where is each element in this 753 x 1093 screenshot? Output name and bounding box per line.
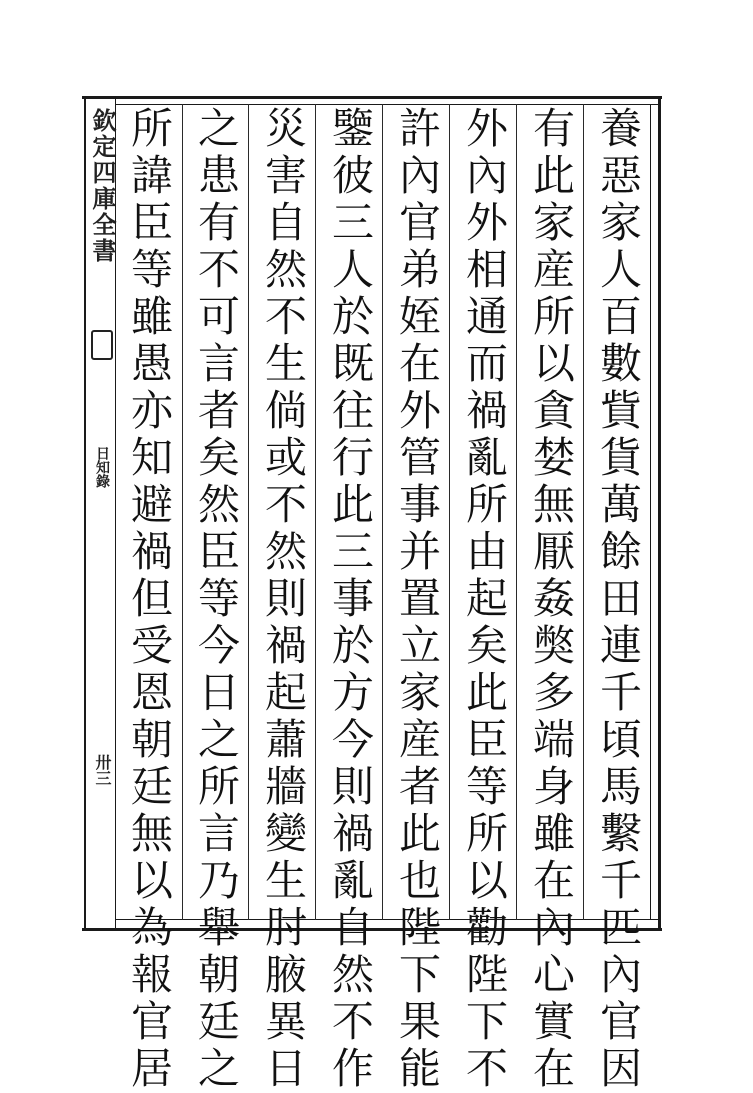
text-column-5: 鑒彼三人於既往行此三事於方今則禍亂自然不作: [326, 106, 375, 1093]
column-divider: [315, 104, 316, 920]
text-column-3: 外內外相通而禍亂所由起矣此臣等所以勸陛下不: [460, 106, 509, 1093]
text-column-8: 所諱臣等雖愚亦知避禍但受恩朝廷無以為報官居: [125, 106, 174, 1093]
text-column-4: 許內官弟姪在外管事并置立家産者此也陛下果能: [393, 106, 442, 1093]
frame-right-inner-rule: [650, 104, 651, 920]
column-divider: [182, 104, 183, 920]
center-margin-book-name: 日知錄: [94, 446, 110, 488]
text-column-2: 有此家産所以貪婪無厭姦獘多端身雖在內心實在: [527, 106, 576, 1093]
text-column-6: 災害自然不生倘或不然則禍起蕭牆變生肘腋異日: [259, 106, 308, 1093]
column-divider: [516, 104, 517, 920]
frame-top-inner-rule: [116, 104, 660, 105]
frame-right-rule: [658, 96, 661, 930]
center-margin-title: 欽定四庫全書: [88, 108, 116, 264]
column-divider: [449, 104, 450, 920]
page-number: 卅三: [93, 754, 112, 786]
frame-left-rule: [84, 96, 86, 930]
column-divider: [382, 104, 383, 920]
text-column-7: 之患有不可言者矣然臣等今日之所言乃舉朝廷之: [192, 106, 241, 1093]
frame-top-rule: [82, 96, 662, 99]
column-divider: [248, 104, 249, 920]
text-column-1: 養惡家人百數貲貨萬餘田連千頃馬繫千匹內官因: [594, 106, 643, 1093]
fishtail-mark-icon: [91, 330, 113, 360]
column-divider: [583, 104, 584, 920]
